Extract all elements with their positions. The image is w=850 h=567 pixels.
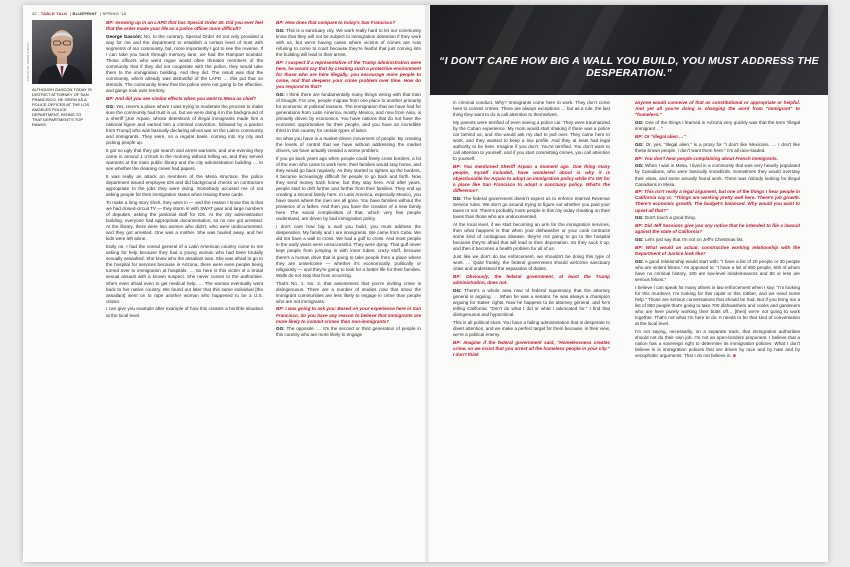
paragraph: [635, 329, 800, 359]
paragraph: [453, 254, 610, 272]
interview-question: [635, 223, 800, 235]
interview-question: [635, 100, 800, 118]
body-text: Just like we don't do tax enforcement, we shouldn't be doing this type of work. … Quite frankly, the federal government should welcome sanctuary cities and understand the separation of duties.: [453, 254, 610, 272]
question-text: BP: What would an actual, constructive working relationship with the Department of Justice look like?: [635, 244, 800, 256]
paragraph: [106, 174, 263, 198]
speaker-label: GG:: [276, 27, 285, 33]
article-column-1: [106, 20, 263, 558]
question-text: BP: You mentioned Sheriff Arpaio a moment ago. One thing many people, myself included, have wondered about is why it is objectionable for Arpaio to adopt an immigration policy while it's OK for a place like San Francisco to adopt a sanctuary policy. What's the difference?: [453, 164, 610, 194]
paragraph: [635, 163, 800, 187]
paragraph: [635, 142, 800, 154]
photo-caption: ALTHOUGH GASCÓN TODAY IS DISTRICT ATTORNEY OF SAN FRANCISCO, HE GREW AS A POLICE OFFICER AT THE LOS ANGELES POLICE DEPARTMENT, RISING TO THAT DEPARTMENT'S TOP RANKS.: [32, 87, 92, 127]
question-text: BP: Obviously, the federal government, at least the Trump administration, does not.: [453, 274, 610, 286]
paragraph: [106, 200, 263, 242]
speaker-label: GG:: [276, 91, 285, 97]
paragraph: [453, 196, 610, 220]
speaker-label: GG:: [635, 237, 644, 243]
interview-question: [276, 20, 421, 26]
body-text: Or, yes, "illegal alien," is a proxy for "I don't like Mexicans. … I don't like these brown people. I don't want them here." It's all race-loaded.: [635, 141, 800, 153]
paragraph: [276, 156, 421, 223]
body-text: Early on, I had the consul general of a Latin American country come to me asking for help because they had a young woman who had been brutally sexually assaulted. She knew who the assailant was. She was afraid to go to the hospital for services because in Arizona, there were even people being turned over to immigration at hospitals. … So here is this victim of a brutal sexual assault with a known suspect. She never comes to the authorities. She's even afraid even to get medical help. … The woman eventually went back to her native country. We found out later that this same individual [the assailant] went on to rape another woman who happened to be a U.S. citizen.: [106, 244, 263, 304]
photo-credit: PHOTO BY DAVID STRICK: [26, 42, 30, 81]
body-text: The federal government doesn't expect us to enforce Internal Revenue Service rules. We don't go around trying to figure out whether you paid your taxes or not. There's probably more people in this city today cheating on their taxes than those who are undocumented.: [453, 196, 610, 220]
body-text: If you go back years ago when people could freely cross borders, a lot of the men who came to work here, their families would stay home, and they would go back regularly. As they started to tighten up the borders, it became increasingly difficult for people to go back and forth. Now they send money back home, but they stay here. And after years, people start to drift further and further from their families. They end up creating a second family here. In Latin America, especially Mexico, you have towns where the men are all gone. You have families without the presence of a father. And then you have the creation of a new family here. The social complexities of that, which very few people understand, are driven by bad immigration policy.: [276, 155, 421, 222]
question-text: BP: I suspect if a representative of the Trump administration were here, he would say that by creating such a protective environment for those who are here illegally, you encourage more people to come, and that deepens your crime problem over time. How do you respond to that?: [276, 59, 421, 90]
left-issue-label: SPRING '18: [102, 11, 127, 16]
article-column-4: [635, 100, 800, 558]
paragraph: [276, 224, 421, 278]
body-text: My parents were terrified of even seeing a police car. They were traumatized by the Cuban experience. My mom would start shaking if there was a police car behind us, and she would ask my dad to pull over. They came here to work, and they wanted to keep a low profile. And they at least had legal authority to be here. Imagine if you don't. You're terrified. You don't want to call attention to yourself, and if you start committing crimes, you call attention to yourself.: [453, 119, 610, 162]
question-text: BP: Or "illegal alien …": [635, 133, 686, 139]
question-text: BP: And did you see similar effects when you went to Mesa as chief?: [106, 96, 257, 102]
paragraph: [635, 120, 800, 132]
body-text: No, to the contrary. Special Order 40 not only provided a way for me and the department to establish a certain level of trust with segments of our community, but, more importantly I got to see the reverse. If I can take you back through memory lane, we had the Rampart scandal. Those officers who went rogue would often threaten members of the community that if they did not cooperate with the police, they would take them to the immigration building. And they did. The result was that the community, which already was distrustful of the LAPD … this put that on steroids. The community knew that the police were not going to be effective, and gangs took over territory.: [106, 33, 263, 94]
left-page-folio: 32 TABLE TALK | BLUEPRINT | SPRING '18: [32, 11, 127, 16]
speaker-label: George Gascón:: [106, 33, 143, 39]
body-text: This is all political stunt. You have a failing administration that is desperate to divert attention, and we make a perfect target for them because, in their view, we're a political enemy.: [453, 319, 610, 338]
body-text: I think there are fundamentally many things wrong with that train of thought. For one, people migrate from one place to another primarily for economic or political reasons. The immigration that we have had for generations from Latin America, mostly Mexico, and now from Asia, is primarily driven by economics. You have nations that do not have the economic opportunities for their people, and you have an incredible thirst in this country for certain types of labor.: [276, 91, 421, 134]
body-text: I can give you example after example of how this creates a horrible situation at the local level.: [106, 306, 263, 318]
article-column-3: [453, 100, 610, 558]
speaker-label: GG:: [106, 104, 115, 109]
left-magazine-name: BLUEPRINT: [72, 11, 98, 16]
interview-question: [635, 156, 800, 162]
left-page-number: 32: [32, 11, 37, 16]
paragraph: [106, 306, 263, 318]
interview-question: [453, 164, 610, 194]
body-text: One of the things I learned in Arizona very quickly was that the term "illegal immigrant …": [635, 119, 800, 131]
body-text: A good relationship would start with: "I have a list of 20 people or 30 people who are violent felons." As opposed to: "I have a list of 800 people, 600 of whom have no criminal history, 100 are low-level misdemeanors and 80 or less are serious felons.": [635, 258, 800, 282]
question-text: BP: Growing up in an LAPD that has Special Order 40. Did you ever feel that the order made your life as a police officer more difficult?: [106, 20, 263, 32]
paragraph: [276, 92, 421, 134]
body-text: That's No. 1. No. 2, that assessment that you're inviting crime is disingenuous. There are a number of studies now that show the immigrant communities are less likely to engage in crime than people who are not immigrants.: [276, 280, 421, 304]
body-text: So what you have is a market-driven movement of people. By creating the levels of control that we have without addressing the market drivers, we have actually created a worse problem.: [276, 136, 421, 154]
body-text: I don't care how big a wall you build, you must address the desperation. My family and I are immigrants. We came from Cuba. We did not have a wall to cross. We had a gulf to cross. And most people in the early years were unsuccessful. They were dying. That gulf never kept people from jumping in with inner tubes, crazy stuff, because there's a human drive that is going to take people from a place where they are unwelcome — whether it's economically, politically or religiously — and they're going to look for a better life for their families. Walls do not stop that from occurring.: [276, 224, 421, 278]
question-text: BP: How does that compare to today's San Francisco?: [276, 20, 396, 25]
interview-question: [453, 274, 610, 286]
question-text: BP: This isn't really a legal argument, but one of the things I hear people in California say is: "Things are working pretty well here. There's job growth. There's economic growth. The budget's balanced. Why would you want to upset all that?": [635, 189, 800, 213]
speaker-label: GG:: [453, 196, 462, 202]
paragraph: [276, 28, 421, 58]
paragraph: [635, 215, 800, 221]
interview-question: [635, 189, 800, 213]
question-text: BP: Did Jeff Sessions give you any notice that he intended to file a lawsuit against the state of California?: [635, 223, 800, 235]
paragraph: [106, 34, 263, 94]
body-text: in criminal conduct. Why? Immigrants come here to work. They don't come here to commit crimes. There are always exceptions … but as a rule, the last thing they want to do is call attention to themselves.: [453, 100, 610, 118]
speaker-label: GG:: [635, 215, 644, 221]
question-text: BP: You don't hear people complaining about French immigrants.: [635, 155, 779, 161]
body-text: Let's just say that I'm not on Jeff's Christmas list.: [644, 237, 744, 243]
speaker-label: GG:: [635, 141, 644, 147]
body-text: When I was in Mesa, I lived in a community that was very heavily populated by Canadians, who were basically snowbirds. Sometimes they would overstay their visas, and some actually found work. There was nobody looking for illegal Canadians in Mesa.: [635, 163, 800, 187]
body-text: I believe I can speak for many others in law enforcement when I say: "I'm looking for this murderer, I'm looking for this rapist or this robber, and we need some help." Those are serious conversations that should be had. But if you bring me a list of 800 people that's going to take 700 dishwashers and cooks and gardeners who are here purely working their butts off… [then] we're not going to work together. That's not what I'm here to do. It needs to be that kind of conversation at the local level.: [635, 284, 800, 327]
interview-question: [453, 340, 610, 358]
body-text: To make a long story short, they went in — and the reason I know this is that we had closed-circuit TV — they storm in with SWAT gear and large numbers of deputies, asking the janitorial staff for IDs. At the city administration building, everyone had appropriate documentation, so no one got arrested. At the library, there were two women who didn't, who were undocumented, and they got arrested. One was a mother. She was hauled away, and her kids were left alone.: [106, 200, 263, 242]
body-text: It was really an attack on members of the Mesa structure, the police department issued employee IDs and did background checks on contractors appropriate to the jobs they were doing. Somebody accused me of not asking people for their immigration status when issuing these cards.: [106, 174, 263, 198]
body-text: Yes. Here's a place where I was trying to moderate the process to make sure the community had trust in us, but we were doing it in the background of a sheriff [Joe Arpaio, whose detentions of illegal immigrants made him a national figure and earned him a criminal conviction, followed by a pardon from Trump] who was basically declaring all-out war on the Latino community and immigrants. They were, on a regular basis, coming into my city and picking people up.: [106, 104, 263, 146]
interview-question: [106, 96, 263, 102]
body-text: At the local level, if we start becoming an arm for the immigration services, then what happens is that when your dishwasher or your cook contracts some kind of contagious disease, they're not going to go to the hospital because they're afraid that will lead to their deportation. So they suck it up, and then it becomes a health problem for all of us.: [453, 222, 610, 252]
pull-quote-banner: [430, 5, 828, 95]
paragraph: [276, 281, 421, 305]
paragraph: [453, 222, 610, 252]
paragraph: [635, 237, 800, 243]
magazine-spread: [23, 5, 828, 562]
interview-question: [106, 20, 263, 32]
paragraph: [453, 320, 610, 338]
paragraph: [106, 244, 263, 304]
left-section-name: TABLE TALK: [40, 11, 68, 16]
interview-question: [635, 134, 800, 140]
question-text: BP: Imagine if the federal government said, "Homelessness creates crime, so we insist that you arrest all the homeless people in your city." I don't think: [453, 339, 610, 357]
speaker-label: GG:: [453, 287, 462, 293]
speaker-label: GG:: [635, 163, 644, 169]
interview-question: [276, 60, 421, 90]
speaker-label: GG:: [635, 258, 644, 264]
interview-question: [276, 306, 421, 324]
speaker-label: GG:: [276, 326, 285, 332]
pull-quote: “I DON'T CARE HOW BIG A WALL YOU BUILD, YOU MUST ADDRESS THE DESPERATION.”: [439, 55, 819, 79]
body-text: It got so ugly that they got search and arrest warrants, and one evening they came in around 1 o'clock in the morning without telling us, and they served warrants at the main public library and the city administration building … to see whether the cleaning crews had papers.: [106, 148, 263, 172]
body-text: I'm not saying, necessarily, on a separate track, that immigration authorities should not do their own job. I'm not an open-borders proponent. I believe that a nation has a sovereign right to determine its immigration policies. What I don't believe in is immigration policies that are driven by race and by hate and by xenophobic arguments. That I do not believe in.: [635, 328, 800, 359]
body-text: Don't touch a good thing.: [644, 215, 696, 221]
paragraph: [453, 288, 610, 318]
question-text: anyone would conceive of that as constitutional or appropriate or helpful. And yet all you're doing is changing the word from "immigrant" to "homeless.": [635, 100, 800, 118]
portrait-photo: [32, 20, 92, 84]
paragraph: [106, 104, 263, 146]
paragraph: [106, 148, 263, 172]
paragraph: [453, 120, 610, 162]
paragraph: [453, 100, 610, 118]
paragraph: [276, 326, 421, 338]
article-column-2: [276, 20, 421, 558]
paragraph: [276, 136, 421, 154]
paragraph: [635, 285, 800, 327]
interview-question: [635, 245, 800, 257]
paragraph: [635, 259, 800, 283]
question-text: BP: I was going to ask you: Based on your experience here in San Francisco, do you have any reason to believe that immigrants are more likely to commit crimes than non-immigrants?: [276, 306, 421, 324]
body-text: The opposite. … It's the second or third generation of people in this country who are more likely to engage: [276, 326, 421, 338]
body-text: This is a sanctuary city. We work really hard to let our community know that they will not be subject to immigration detention if they work with us, but we're having cases where victims of crimes are now refusing to come to court because they're fearful that just coming into the building will lead to their arrest.: [276, 27, 421, 58]
end-mark-icon: ■: [732, 353, 736, 359]
portrait-illustration: [32, 20, 92, 84]
body-text: There's a whole area now of federal supremacy that the attorney general is arguing. … When he was a senator, he was always a champion arguing for states' rights. Now he happens to be attorney general, and he's telling California: "Don't do what I did or what I advocated for." I find that disingenuous and hypocritical.: [453, 287, 610, 318]
speaker-label: GG:: [635, 119, 644, 125]
